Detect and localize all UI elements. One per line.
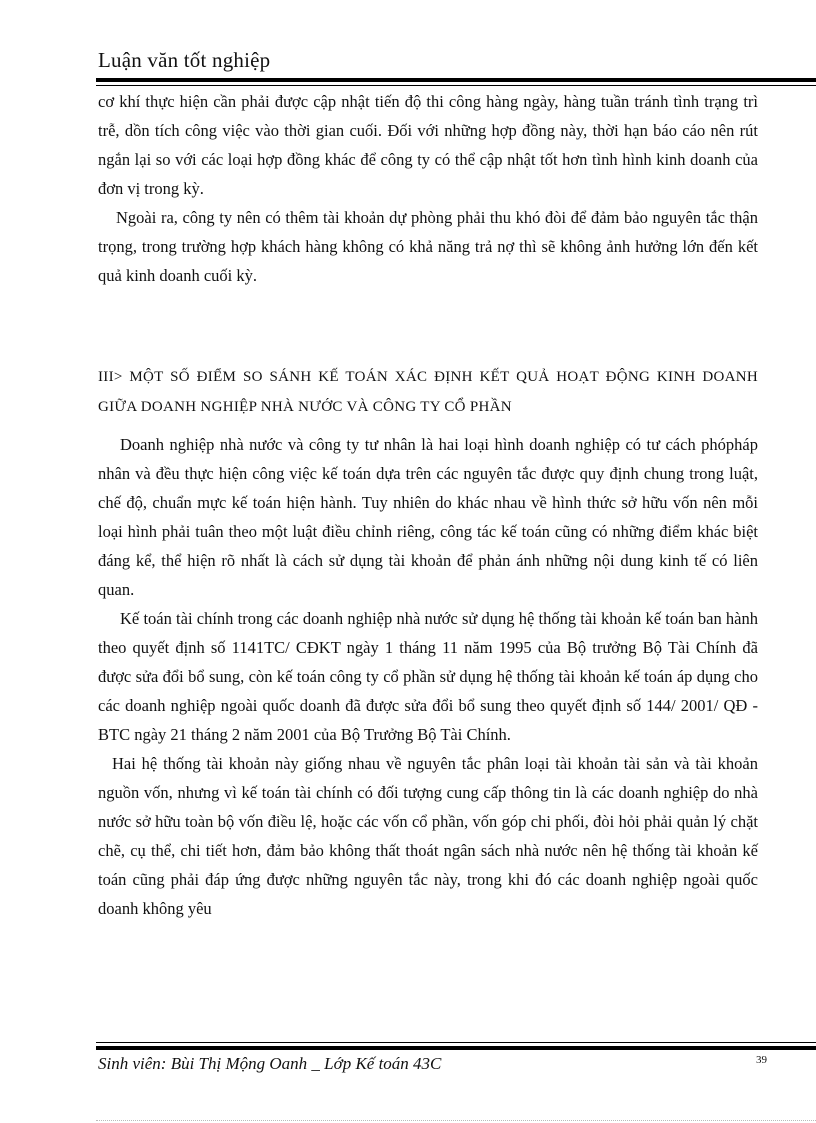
paragraph: Doanh nghiệp nhà nước và công ty tư nhân là hai loại hình doanh nghiệp có tư cách phópháp nhân và đều thực hiện công việc kế toán dựa trên các nguyên tắc được quy định chung trong luật, chế độ, chuẩn mực kế toán hiện hành. Tuy nhiên do khác nhau về hình thức sở hữu vốn nên mỗi loại hình phải tuân theo một luật điều chỉnh riêng, công tác kế toán cũng có những điểm khác biệt đáng kể, thể hiện rõ nhất là cách sử dụng tài khoản để phản ánh những nội dung kinh tế có liên quan. bbox=[98, 435, 758, 599]
footer-rule-thick bbox=[96, 1046, 816, 1050]
header-rule-thin bbox=[96, 85, 816, 86]
footer-author: Sinh viên: Bùi Thị Mộng Oanh _ Lớp Kế toán 43C bbox=[98, 1054, 442, 1073]
section-body bbox=[98, 430, 758, 923]
page-number: 39 bbox=[756, 1054, 767, 1066]
intro-block bbox=[98, 87, 758, 290]
running-header-title: Luận văn tốt nghiệp bbox=[98, 48, 271, 72]
paragraph: Ngoài ra, công ty nên có thêm tài khoản dự phòng phải thu khó đòi để đảm bảo nguyên tắc thận trọng, trong trường hợp khách hàng không có khả năng trả nợ thì sẽ không ảnh hưởng lớn đến kết quả kinh doanh cuối kỳ. bbox=[98, 208, 758, 285]
footer-rule-thin bbox=[96, 1042, 816, 1043]
section-heading: III> MỘT SỐ ĐIỂM SO SÁNH KẾ TOÁN XÁC ĐỊNH KẾT QUẢ HOẠT ĐỘNG KINH DOANH GIỮA DOANH NGHIỆP NHÀ NƯỚC VÀ CÔNG TY CỔ PHẦN bbox=[98, 369, 758, 415]
header-rule-thick bbox=[96, 78, 816, 82]
paragraph: Hai hệ thống tài khoản này giống nhau về nguyên tắc phân loại tài khoản tài sản và tài khoản nguồn vốn, nhưng vì kế toán tài chính có đối tượng cung cấp thông tin là các doanh nghiệp do nhà nước sở hữu toàn bộ vốn điều lệ, hoặc các vốn cổ phần, vốn góp chi phối, đòi hỏi phải quản lý chặt chẽ, cụ thể, chi tiết hơn, đảm bảo không thất thoát ngân sách nhà nước nên hệ thống tài khoản kế toán cũng phải đáp ứng được những nguyên tắc này, trong khi đó các doanh nghiệp ngoài quốc doanh không yêu bbox=[98, 754, 758, 918]
paragraph: cơ khí thực hiện cần phải được cập nhật tiến độ thi công hàng ngày, hàng tuần tránh tình trạng trì trễ, dồn tích công việc vào thời gian cuối. Đối với những hợp đồng này, thời hạn báo cáo nên rút ngắn lại so với các loại hợp đồng khác để công ty có thể cập nhật tốt hơn tình hình kinh doanh của đơn vị trong kỳ. bbox=[98, 92, 758, 198]
page-edge-dotted-line bbox=[96, 1120, 816, 1121]
paragraph: Kế toán tài chính trong các doanh nghiệp nhà nước sử dụng hệ thống tài khoản kế toán ban hành theo quyết định số 1141TC/ CĐKT ngày 1 tháng 11 năm 1995 của Bộ trưởng Bộ Tài Chính đã được sửa đổi bổ sung, còn kế toán công ty cổ phần sử dụng hệ thống tài khoản kế toán áp dụng cho các doanh nghiệp ngoài quốc doanh đã được sửa đổi bổ sung theo quyết định số 144/ 2001/ QĐ - BTC ngày 21 tháng 2 năm 2001 của Bộ Trưởng Bộ Tài Chính. bbox=[98, 609, 758, 744]
